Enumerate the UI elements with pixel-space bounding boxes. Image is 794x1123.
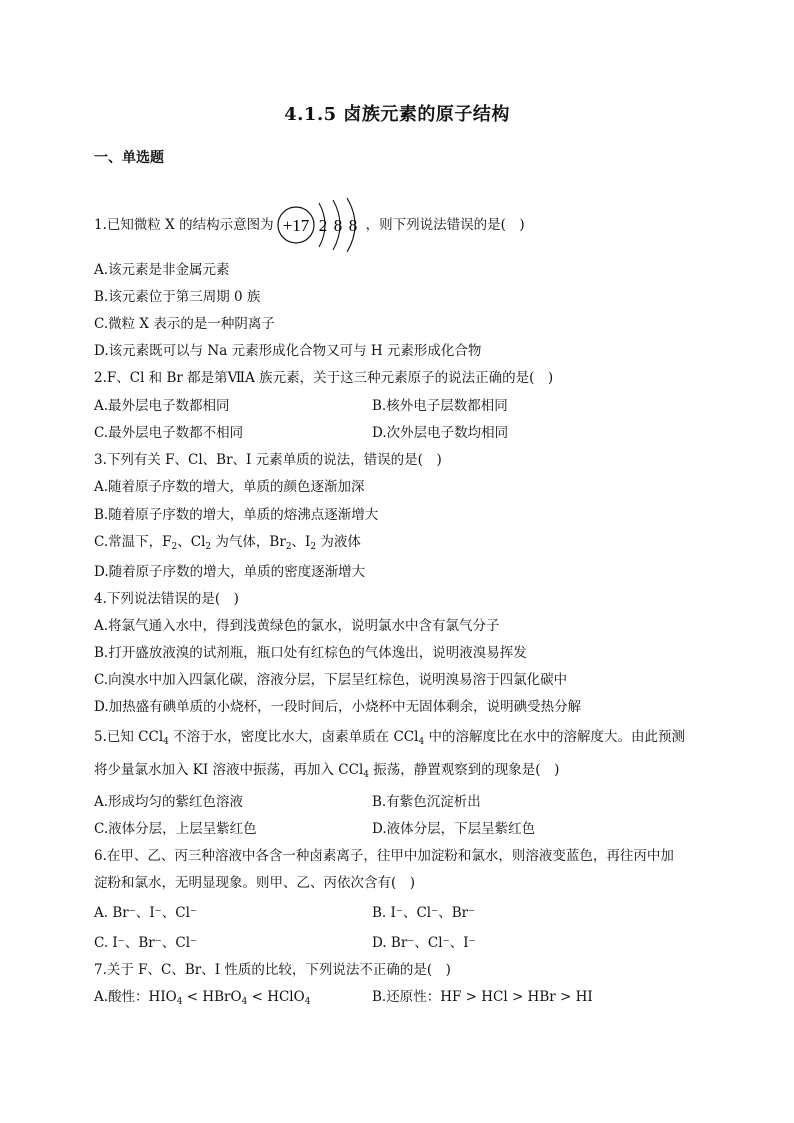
- q7-option-b: B.还原性：HF > HCl > HBr > HI: [372, 989, 593, 1005]
- section-heading: 一、单选题: [94, 150, 164, 166]
- question-6-stem-line2: 淀粉和氯水，无明显现象。则甲、乙、丙依次含有( ): [94, 875, 416, 891]
- question-6-stem-line1: 6.在甲、乙、丙三种溶液中各含一种卤素离子，往甲中加淀粉和氯水，则溶液变蓝色，再往丙中加: [94, 848, 674, 864]
- shell-2-electrons: 8: [333, 216, 342, 235]
- q3-option-d: D.随着原子序数的增大，单质的密度逐渐增大: [94, 564, 366, 580]
- q4-option-a: A.将氯气通入水中，得到浅黄绿色的氯水，说明氯水中含有氯气分子: [94, 618, 500, 634]
- q1-option-d: D.该元素既可以与 Na 元素形成化合物又可与 H 元素形成化合物: [94, 343, 482, 359]
- question-1-stem-end: ，则下列说法错误的是( ): [365, 217, 525, 233]
- question-7-stem: 7.关于 F、C、Br、I 性质的比较，下列说法不正确的是( ): [94, 962, 451, 978]
- atomic-structure-diagram: [276, 197, 364, 253]
- q1-option-c: C.微粒 X 表示的是一种阴离子: [94, 316, 275, 332]
- q1-option-b: B.该元素位于第三周期 0 族: [94, 289, 261, 305]
- q2-option-b: B.核外电子层数都相同: [372, 398, 508, 414]
- page-title: 4.1.5 卤族元素的原子结构: [284, 104, 510, 125]
- shell-1-electrons: 2: [318, 216, 327, 235]
- nucleus-charge: +17: [282, 216, 309, 235]
- q3-option-a: A.随着原子序数的增大，单质的颜色逐渐加深: [94, 479, 365, 495]
- q4-option-d: D.加热盛有碘单质的小烧杯，一段时间后，小烧杯中无固体剩余，说明碘受热分解: [94, 699, 582, 715]
- q4-option-c: C.向溴水中加入四氯化碳，溶液分层，下层呈红棕色，说明溴易溶于四氯化碳中: [94, 672, 568, 688]
- question-1-stem-start: 1.已知微粒 X 的结构示意图为: [94, 217, 274, 233]
- q7-option-a: A.酸性：$HIO_4$ < HBrO$_4$ < HClO$_4$: [94, 989, 311, 1007]
- q2-option-a: A.最外层电子数都相同: [94, 398, 230, 414]
- q2-option-c: C.最外层电子数都不相同: [94, 425, 244, 441]
- q2-option-d: D.次外层电子数均相同: [372, 425, 509, 441]
- q5-option-a: A.形成均匀的紫红色溶液: [94, 794, 244, 810]
- q6-option-a: A. Br⁻、I⁻、Cl⁻: [94, 905, 198, 921]
- q4-option-b: B.打开盛放液溴的试剂瓶，瓶口处有红棕色的气体逸出，说明液溴易挥发: [94, 645, 527, 661]
- q3-option-b: B.随着原子序数的增大，单质的熔沸点逐渐增大: [94, 507, 379, 523]
- q5-option-c: C.液体分层，上层呈紫红色: [94, 821, 257, 837]
- q1-option-a: A.该元素是非金属元素: [94, 262, 230, 278]
- q6-option-b: B. I⁻、Cl⁻、Br⁻: [372, 905, 476, 921]
- question-4-stem: 4.下列说法错误的是( ): [94, 591, 239, 607]
- q5-option-d: D.液体分层，下层呈紫红色: [372, 821, 536, 837]
- q5-option-b: B.有紫色沉淀析出: [372, 794, 481, 810]
- question-5-stem-line1: 5.已知 CCl$_4$ 不溶于水，密度比水大，卤素单质在 CCl$_4$ 中的溶解度比在水中的溶解度大。由此预测: [94, 729, 685, 747]
- question-5-stem-line2: 将少量氯水加入 KI 溶液中振荡，再加入 CCl$_4$ 振荡，静置观察到的现象是( ): [94, 762, 560, 780]
- question-2-stem: 2.F、Cl 和 Br 都是第ⅦA 族元素，关于这三种元素原子的说法正确的是( ): [94, 370, 554, 386]
- question-1-stem: [94, 197, 525, 253]
- question-3-stem: 3.下列有关 F、Cl、Br、I 元素单质的说法，错误的是( ): [94, 452, 442, 468]
- shell-3-electrons: 8: [348, 216, 357, 235]
- q6-option-d: D. Br⁻、Cl⁻、I⁻: [372, 935, 476, 951]
- q3-option-c: C.常温下，$F_2$、$Cl_2$ 为气体，$Br_2$、$I_2$ 为液体: [94, 534, 361, 552]
- q6-option-c: C. I⁻、Br⁻、Cl⁻: [94, 935, 198, 951]
